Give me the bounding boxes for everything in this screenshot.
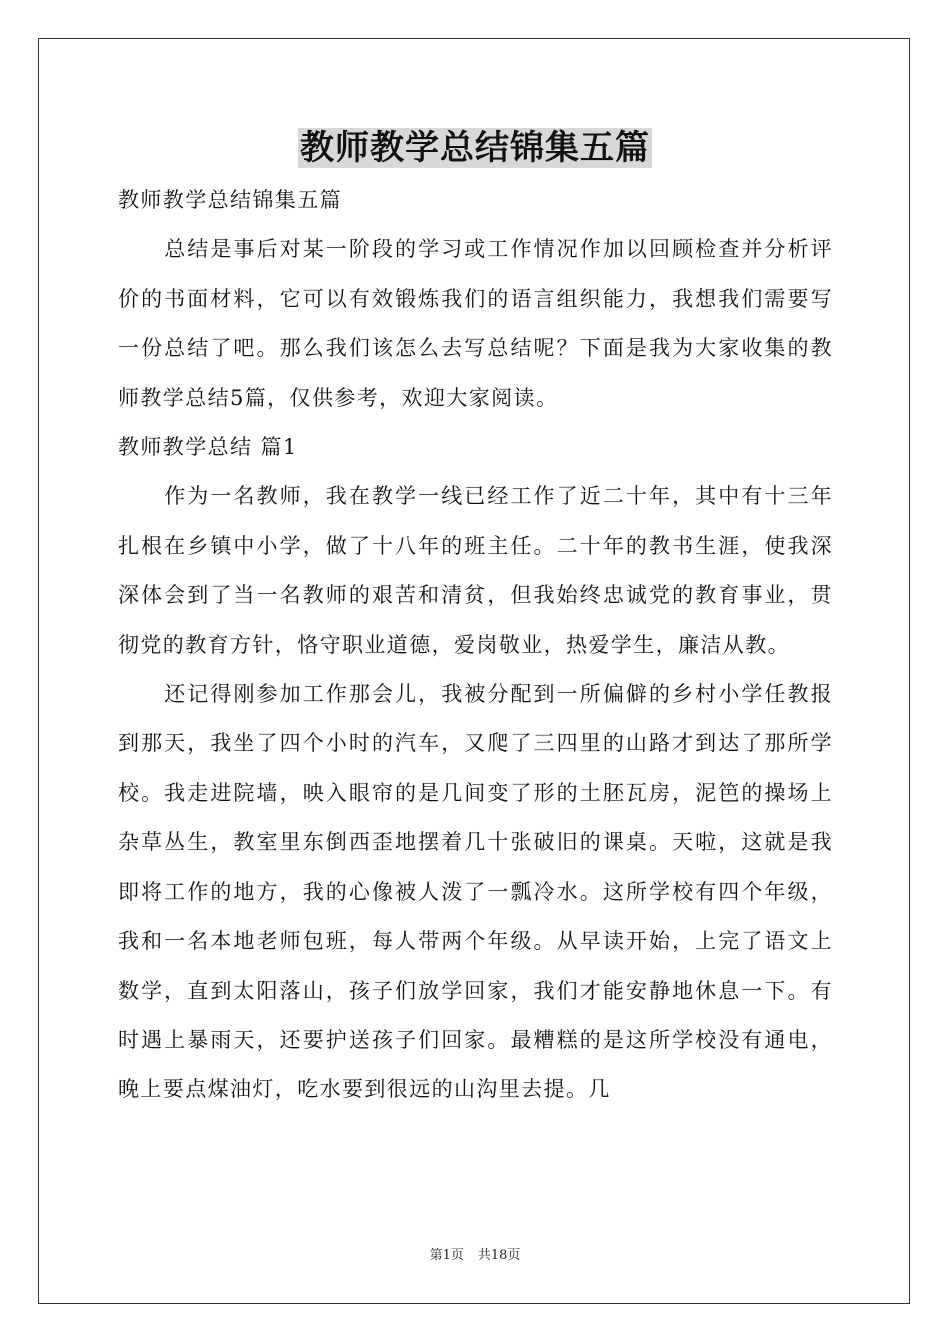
paragraph-intro: 总结是事后对某一阶段的学习或工作情况作加以回顾检查并分析评价的书面材料，它可以有效锻炼我们的语言组织能力，我想我们需要写一份总结了吧。那么我们该怎么去写总结呢？下面是我为大家收集的教师教学总结5篇，仅供参考，欢迎大家阅读。	[118, 237, 833, 410]
document-body	[118, 176, 833, 1115]
page-total: 共18页	[477, 1248, 521, 1263]
page-number: 第1页	[429, 1248, 464, 1263]
document-title	[0, 126, 950, 170]
paragraph-body: 还记得刚参加工作那会儿，我被分配到一所偏僻的乡村小学任教报到那天，我坐了四个小时的汽车，又爬了三四里的山路才到达了那所学校。我走进院墙，映入眼帘的是几间变了形的土胚瓦房，泥笆的操场上杂草丛生，教室里东倒西歪地摆着几十张破旧的课桌。天啦，这就是我即将工作的地方，我的心像被人泼了一瓢冷水。这所学校有四个年级，我和一名本地老师包班，每人带两个年级。从早读开始，上完了语文上数学，直到太阳落山，孩子们放学回家，我们才能安静地休息一下。有时遇上暴雨天，还要护送孩子们回家。最糟糕的是这所学校没有通电，晚上要点煤油灯，吃水要到很远的山沟里去提。几	[118, 682, 833, 1102]
document-title-text: 教师教学总结锦集五篇	[300, 128, 650, 168]
section-heading: 教师教学总结 篇1	[118, 435, 298, 460]
paragraph-subtitle: 教师教学总结锦集五篇	[118, 188, 342, 212]
paragraph-body: 作为一名教师，我在教学一线已经工作了近二十年，其中有十三年扎根在乡镇中小学，做了十八年的班主任。二十年的教书生涯，使我深深体会到了当一名教师的艰苦和清贫，但我始终忠诚党的教育事业，贯彻党的教育方针，恪守职业道德，爱岗敬业，热爱学生，廉洁从教。	[118, 484, 833, 657]
page-footer	[0, 1246, 950, 1266]
